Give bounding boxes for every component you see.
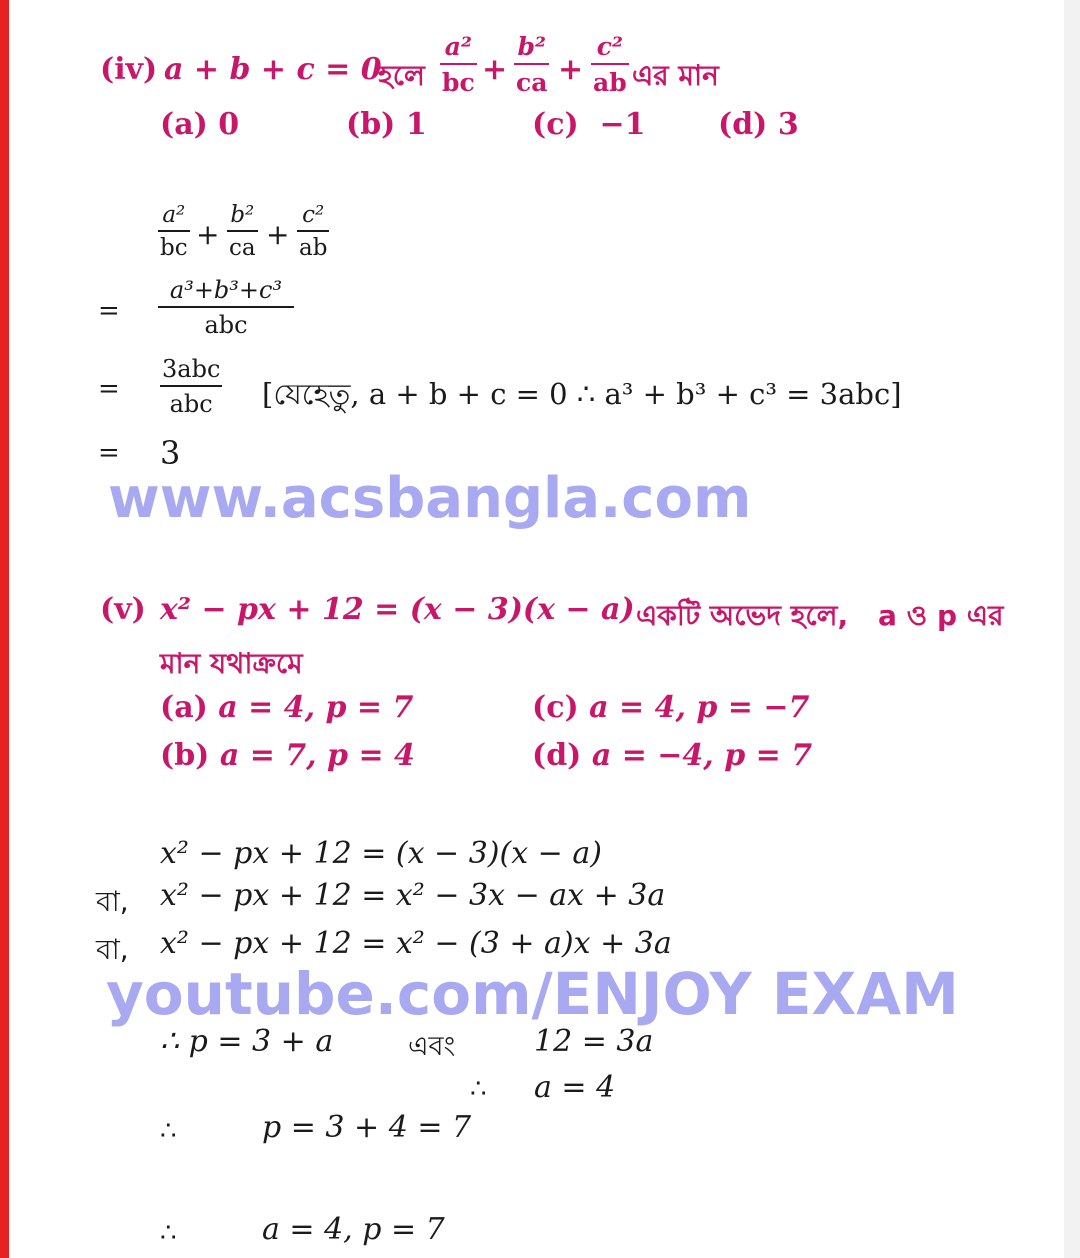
sol5-therefore-3: ∴	[160, 1218, 177, 1248]
sol4-equals-3: =	[98, 438, 120, 468]
q4-plus-2: +	[558, 52, 584, 87]
q4-fraction-3	[591, 32, 629, 97]
right-page-edge	[1064, 0, 1080, 1258]
sol5-p-calc: p = 3 + 4 = 7	[262, 1110, 472, 1145]
sol4-reason: [যেহেতু, a + b + c = 0 ∴ a³ + b³ + c³ = 3abc]	[262, 377, 902, 411]
q4-frac1-den: bc	[442, 68, 475, 97]
q4-option-d-value: 3	[777, 107, 799, 142]
q4-label: (iv)	[100, 52, 158, 87]
sol5-a-value: a = 4	[534, 1070, 616, 1105]
q4-option-b-value: 1	[405, 107, 427, 142]
q4-option-c-value: −1	[599, 107, 646, 142]
q5-option-d-label: (d)	[532, 738, 582, 773]
q5-option-c-value: a = 4, p = −7	[589, 690, 810, 725]
q5-option-b	[160, 738, 415, 773]
q4-frac1-num: a²	[444, 32, 472, 61]
sol5-final-answer: a = 4, p = 7	[262, 1212, 445, 1247]
q4-frac3-num: c²	[596, 32, 623, 61]
sol4-step2-den: abc	[169, 390, 213, 418]
q5-line2: মান যথাক্রমে	[160, 647, 303, 680]
q5-option-c	[532, 690, 809, 725]
q4-option-d-label: (d)	[718, 107, 768, 142]
q5-option-b-value: a = 7, p = 4	[219, 738, 415, 773]
sol4-fraction-3	[297, 202, 329, 261]
sol4-step1-num: a³+b³+c³	[169, 276, 283, 304]
q5-option-a-value: a = 4, p = 7	[218, 690, 414, 725]
q5-option-b-label: (b)	[160, 738, 210, 773]
q4-plus-1: +	[482, 52, 508, 87]
q4-option-b-label: (b)	[346, 107, 396, 142]
q4-option-b	[346, 107, 427, 142]
q5-option-c-label: (c)	[532, 690, 579, 725]
sol4-frac3-den: ab	[299, 235, 328, 261]
q5-option-d-value: a = −4, p = 7	[591, 738, 813, 773]
q5-option-a-label: (a)	[160, 690, 208, 725]
sol5-twelve: 12 = 3a	[534, 1024, 654, 1059]
sol4-plus-2: +	[266, 218, 290, 251]
sol4-frac2-den: ca	[229, 235, 256, 261]
q5-statement-bn: একটি অভেদ হলে,	[636, 599, 849, 632]
watermark-channel: youtube.com/ENJOY EXAM	[106, 960, 959, 1028]
sol4-equals-2: =	[98, 374, 120, 404]
sol5-ba-1: বা,	[96, 885, 129, 918]
sol4-plus-1: +	[196, 218, 220, 251]
q5-statement: x² − px + 12 = (x − 3)(x − a)	[160, 592, 635, 627]
sol5-ba-2: বা,	[96, 933, 129, 966]
q4-option-a-label: (a)	[160, 107, 208, 142]
sol5-therefore-1: ∴	[470, 1074, 487, 1104]
q4-frac2-num: b²	[517, 32, 546, 61]
sol5-p-equation: ∴ p = 3 + a	[160, 1024, 334, 1059]
sol4-step2-num: 3abc	[162, 355, 221, 383]
q4-option-d	[718, 107, 799, 142]
sol4-frac1-num: a²	[162, 202, 186, 228]
q4-frac3-den: ab	[593, 68, 627, 97]
q4-option-a-value: 0	[218, 107, 240, 142]
q4-fraction-1	[440, 32, 477, 97]
q5-label: (v)	[100, 592, 146, 627]
sol4-fraction-2	[227, 202, 258, 261]
sol4-frac1-den: bc	[160, 235, 188, 261]
sol5-line1: x² − px + 12 = (x − 3)(x − a)	[160, 836, 602, 871]
q4-option-a	[160, 107, 239, 142]
q4-er-man: এর মান	[632, 59, 719, 92]
q4-frac2-den: ca	[516, 68, 548, 97]
left-accent-bar	[0, 0, 9, 1258]
sol4-equals-1: =	[98, 296, 120, 326]
sol4-frac3-num: c²	[302, 202, 325, 228]
q4-option-c-label: (c)	[532, 107, 579, 142]
sol4-step1-fraction	[158, 276, 294, 339]
q4-option-c	[532, 107, 646, 142]
sol4-step1-den: abc	[204, 311, 248, 339]
sol5-ebong: এবং	[408, 1031, 456, 1062]
q4-holo: হলে	[378, 59, 425, 92]
sol4-result: 3	[160, 434, 181, 472]
sol5-line3: x² − px + 12 = x² − (3 + a)x + 3a	[160, 926, 672, 961]
sol4-fraction-1	[158, 202, 190, 261]
q4-fraction-2	[514, 32, 549, 97]
sol5-line2: x² − px + 12 = x² − 3x − ax + 3a	[160, 878, 666, 913]
q5-a-p: a ও p এর	[878, 599, 1004, 632]
sol4-step2-fraction	[160, 355, 222, 418]
q4-condition: a + b + c = 0	[164, 52, 382, 87]
sol5-therefore-2: ∴	[160, 1116, 177, 1146]
q5-option-a	[160, 690, 413, 725]
sol4-frac2-num: b²	[230, 202, 255, 228]
q5-option-d	[532, 738, 812, 773]
watermark-site: www.acsbangla.com	[108, 466, 752, 531]
